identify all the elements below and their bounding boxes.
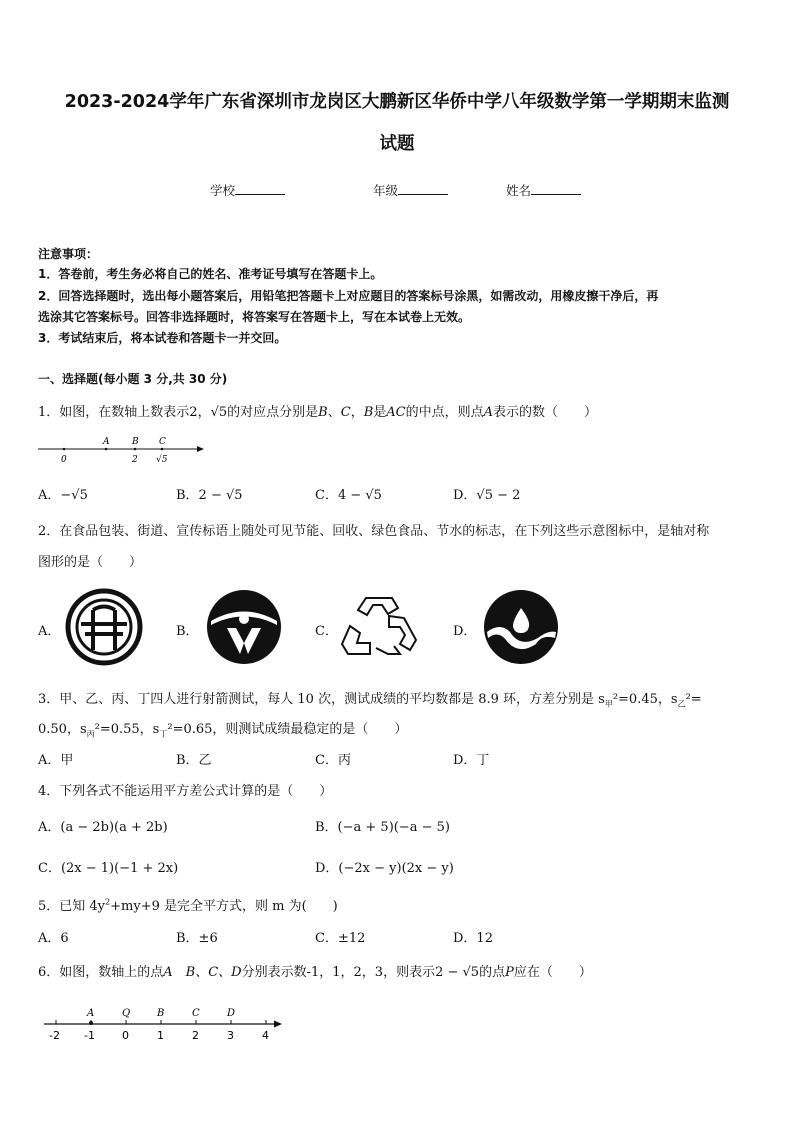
q6-tick-label--1: -1 <box>84 1029 95 1042</box>
q6-text-b: 分别表示数-1，1，2，3，则表示 <box>241 965 436 980</box>
q2-option-c[interactable]: C． <box>315 624 338 639</box>
q1-C: C <box>340 405 351 420</box>
q5-option-a[interactable]: A．6 <box>38 931 69 946</box>
water-saving-logo-icon <box>482 588 560 666</box>
q6-tick-label-3: 3 <box>227 1029 234 1042</box>
question-1-text <box>38 401 597 420</box>
q1-A: A <box>483 405 494 420</box>
notes-heading: 注意事项： <box>38 247 99 261</box>
grade-field <box>373 181 448 199</box>
grade-blank <box>398 182 448 195</box>
school-blank <box>235 182 285 195</box>
q1-label-C: C <box>159 437 166 447</box>
question-4-text: 4．下列各式不能运用平方差公式计算的是（ ） <box>38 784 333 799</box>
q1-label-A: A <box>103 437 110 447</box>
question-3-line1 <box>38 688 702 710</box>
page-title: 2023-2024学年广东省深圳市龙岗区大鹏新区华侨中学八年级数学第一学期期末监测 <box>64 92 730 112</box>
q6-label-Q: Q <box>122 1008 131 1019</box>
q1-point-C <box>161 448 164 451</box>
q1-dun: 、 <box>327 405 341 420</box>
q6-label-C: C <box>192 1008 200 1019</box>
q6-tick-label-1: 1 <box>157 1029 164 1042</box>
q6-text-c: 的点 <box>479 965 506 980</box>
q6-label-D: D <box>227 1008 236 1019</box>
q6-P: P <box>505 965 514 980</box>
q6-tick-label-4: 4 <box>262 1029 269 1042</box>
q1-option-a[interactable]: A．−√5 <box>38 488 88 503</box>
q1-tick-label-0: 0 <box>61 455 67 465</box>
q3-line1a: 3．甲、乙、丙、丁四人进行射箭测试，每人 10 次，测试成绩的平均数都是 8.9 环，方差分别是 s <box>38 692 605 707</box>
question-2-line2: 图形的是（ ） <box>38 555 143 570</box>
q1-option-d[interactable]: D．√5 − 2 <box>453 488 521 503</box>
q4-option-c[interactable]: C．(2x − 1)(−1 + 2x) <box>38 861 179 876</box>
green-food-logo-icon <box>205 588 283 666</box>
q2-option-d[interactable]: D． <box>453 624 477 639</box>
q3-sub-ding: 丁 <box>159 729 168 739</box>
q1-option-b[interactable]: B．2 − √5 <box>176 488 243 503</box>
q4-option-b[interactable]: B．(−a + 5)(−a − 5) <box>315 820 450 835</box>
question-2-line1: 2．在食品包装、街道、宣传标语上随处可见节能、回收、绿色食品、节水的标志，在下列这些示意图标中，是轴对称 <box>38 524 710 539</box>
q6-point-A <box>89 1021 93 1025</box>
q6-tick-label--2: -2 <box>49 1029 60 1042</box>
page-title-line2: 试题 <box>379 134 415 154</box>
q1-B2: B <box>363 405 374 420</box>
question-3-line2 <box>38 718 407 740</box>
q3-option-b[interactable]: B．乙 <box>176 753 212 768</box>
q3-line2c: ²=0.65，则测试成绩最稳定的是（ ） <box>167 722 408 737</box>
q4-option-a[interactable]: A．(a − 2b)(a + 2b) <box>38 820 168 835</box>
recycle-logo-icon <box>340 588 418 666</box>
q6-number-line <box>40 1004 290 1044</box>
q6-expr: 2 − √5 <box>435 965 480 980</box>
q3-option-a[interactable]: A．甲 <box>38 753 74 768</box>
q3-option-c[interactable]: C．丙 <box>315 753 351 768</box>
q1-tick-0 <box>63 448 66 451</box>
q5-text-a: 5．已知 4y <box>38 899 106 914</box>
q4-option-d[interactable]: D．(−2x − y)(2x − y) <box>315 861 454 876</box>
q2-option-b[interactable]: B． <box>176 624 199 639</box>
q3-line2b: ²=0.55，s <box>94 722 160 737</box>
q3-sub-jia: 甲 <box>604 699 613 709</box>
q1-num-2: 2 <box>189 405 198 420</box>
question-6-text <box>38 961 592 980</box>
q1-B: B <box>318 405 328 420</box>
q1-text-d: 的中点，则点 <box>405 405 484 420</box>
section-heading: 一、选择题(每小题 3 分,共 30 分) <box>38 372 228 386</box>
name-field <box>506 181 581 199</box>
q3-sub-yi: 乙 <box>677 699 686 709</box>
note-item-3: 3．考试结束后，将本试卷和答题卡一并交回。 <box>38 331 287 345</box>
q5-option-d[interactable]: D．12 <box>453 931 493 946</box>
q3-sub-bing: 丙 <box>86 729 95 739</box>
q1-number-line <box>36 432 216 466</box>
q1-text-e: 表示的数（ ） <box>493 405 598 420</box>
note-item-2: 2．回答选择题时，选出每小题答案后，用铅笔把答题卡上对应题目的答案标号涂黑，如需改动，用橡皮擦干净后，再 <box>38 289 659 303</box>
school-label: 学校 <box>210 183 236 198</box>
q1-sqrt5: √5 <box>210 405 228 420</box>
note-item-1: 1．答卷前，考生务必将自己的姓名、准考证号填写在答题卡上。 <box>38 267 383 281</box>
q6-text-a: 6．如图，数轴上的点 <box>38 965 164 980</box>
name-blank <box>531 182 581 195</box>
q1-point-B <box>134 448 137 451</box>
q1-sep: ， <box>197 405 211 420</box>
q2-option-a[interactable]: A． <box>38 624 61 639</box>
q3-option-d[interactable]: D．丁 <box>453 753 490 768</box>
q3-line1b: ²=0.45，s <box>612 692 678 707</box>
q6-label-A: A <box>87 1008 95 1019</box>
note-item-2-cont: 选涂其它答案标号。回答非选择题时，将答案写在答题卡上，写在本试卷上无效。 <box>38 310 471 324</box>
q6-tick-label-2: 2 <box>192 1029 199 1042</box>
q6-axis-arrow <box>274 1021 282 1028</box>
question-5-text <box>38 895 338 914</box>
name-label: 姓名 <box>506 183 532 198</box>
q1-text-a: 1．如图，在数轴上数表示 <box>38 405 190 420</box>
grade-label: 年级 <box>373 183 399 198</box>
q3-line2a: 0.50，s <box>38 722 87 737</box>
q1-label-B: B <box>132 437 139 447</box>
q1-AC: AC <box>386 405 406 420</box>
q1-text-b: 的对应点分别是 <box>227 405 319 420</box>
q1-text-c: 是 <box>373 405 387 420</box>
q6-text-d: 应在（ ） <box>513 965 592 980</box>
q5-sup: 2 <box>105 897 111 907</box>
q1-comma: ， <box>350 405 364 420</box>
q1-option-c[interactable]: C．4 − √5 <box>315 488 382 503</box>
q5-option-c[interactable]: C．±12 <box>315 931 366 946</box>
q3-line1c: ²= <box>685 692 702 707</box>
q1-point-A <box>105 448 108 451</box>
q1-tick-label-sqrt5: √5 <box>156 455 168 465</box>
energy-saving-logo-icon <box>65 588 143 666</box>
q6-label-B: B <box>157 1008 165 1019</box>
q1-tick-label-2: 2 <box>132 455 138 465</box>
q6-tick-label-0: 0 <box>122 1029 129 1042</box>
q5-option-b[interactable]: B．±6 <box>176 931 218 946</box>
q6-points: A B、C、D <box>163 965 242 980</box>
school-field <box>210 181 285 199</box>
q1-axis-arrow <box>197 446 204 452</box>
q5-text-b: +my+9 是完全平方式，则 m 为( ) <box>110 899 338 914</box>
